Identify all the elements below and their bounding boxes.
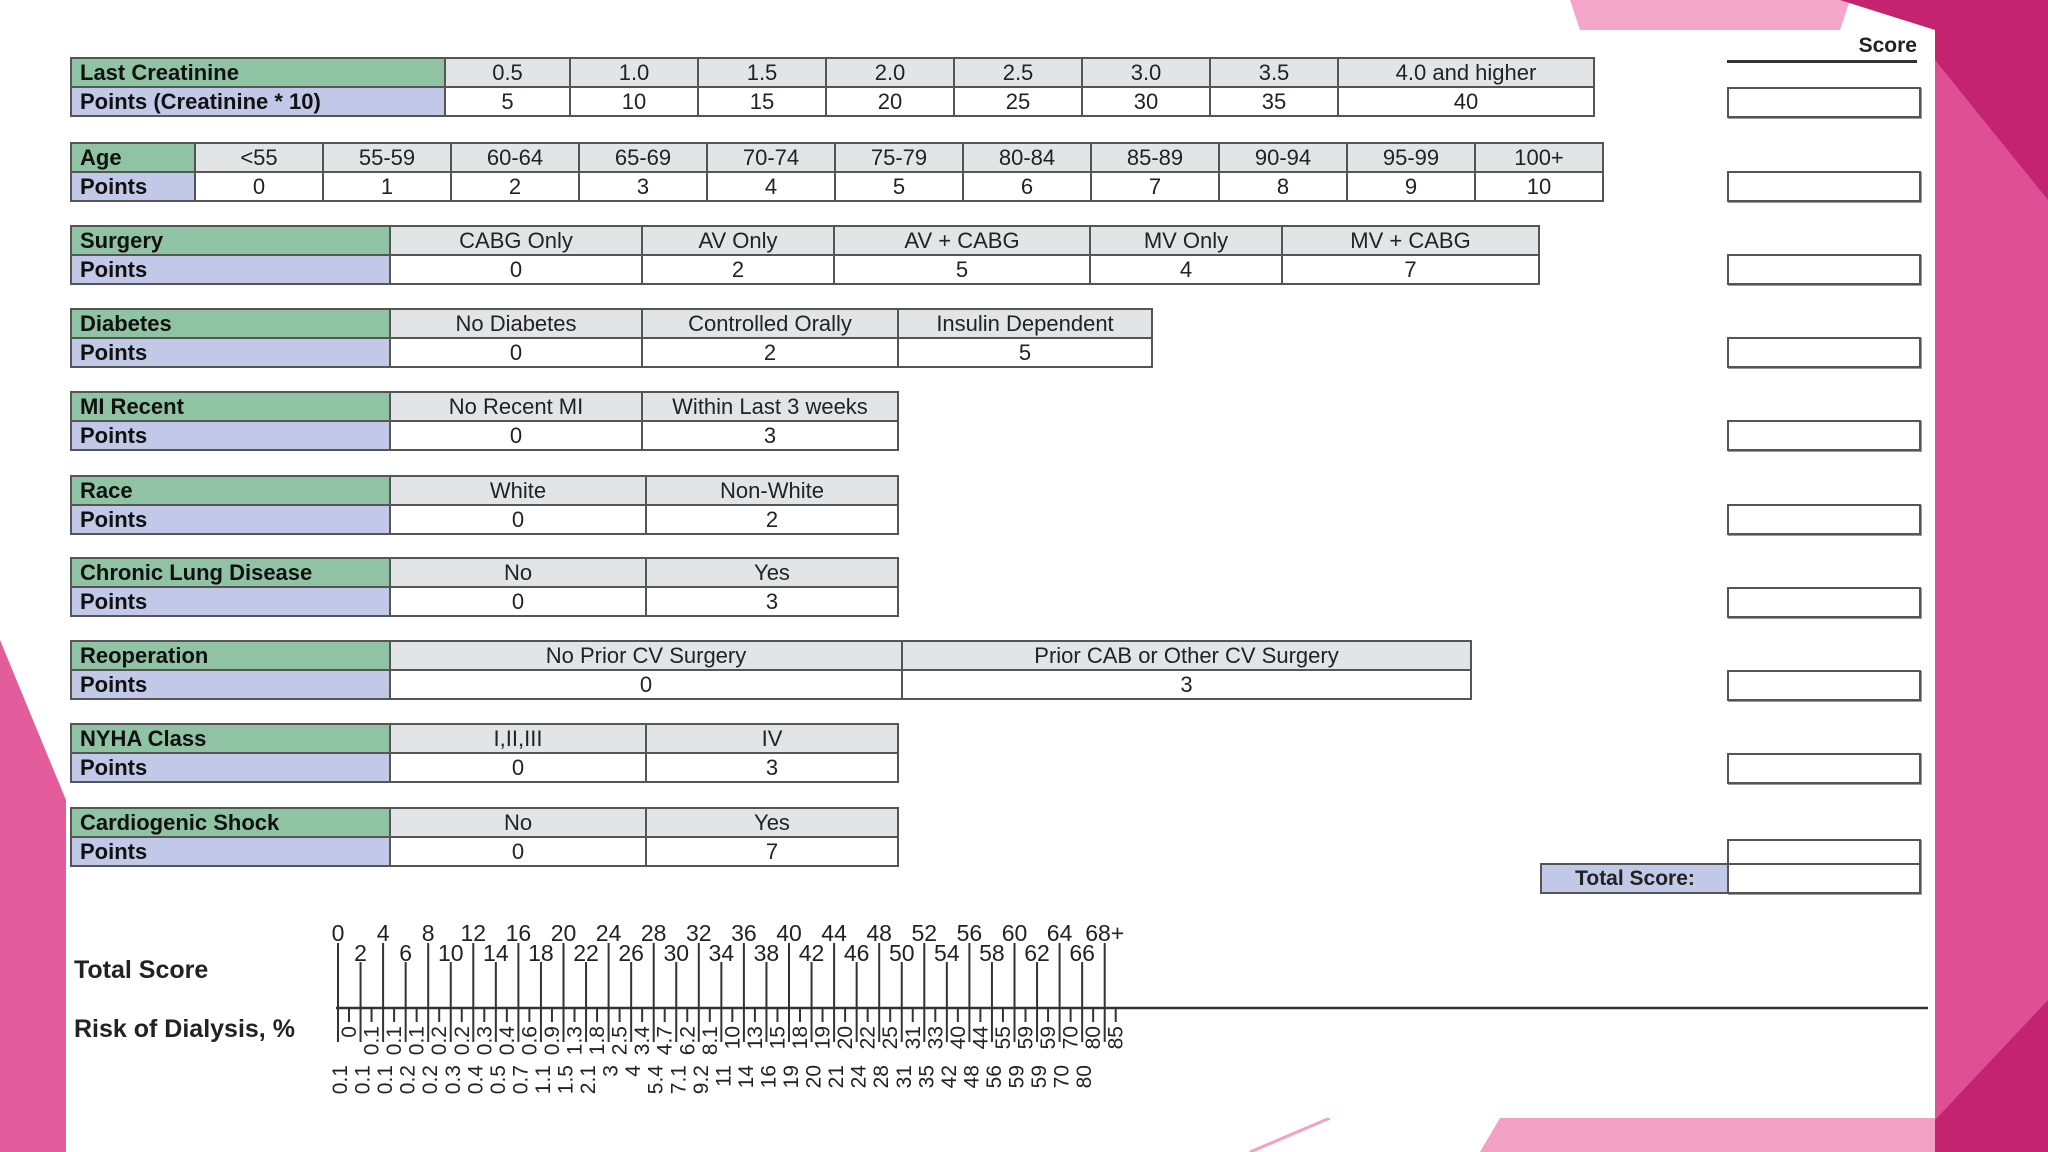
pink-accent-right [1935, 60, 2048, 1120]
mi-recent-option: No Recent MI [390, 392, 642, 421]
risk-upper-label: 0.6 [518, 1026, 542, 1056]
score-tick-label: 56 [956, 925, 983, 946]
risk-upper-label: 25 [879, 1026, 903, 1050]
risk-lower-label: 0.1 [329, 1065, 352, 1095]
surgery-option: AV + CABG [834, 226, 1090, 255]
age-points-value: 10 [1475, 172, 1603, 201]
nyha-class-option: I,II,III [390, 724, 646, 753]
surgery-points-label: Points [71, 255, 390, 284]
nyha-class-label: NYHA Class [71, 724, 390, 753]
risk-lower-label: 4 [622, 1065, 646, 1077]
cardiogenic-shock-label: Cardiogenic Shock [71, 808, 390, 837]
pink-accent-top-left [1570, 0, 1850, 30]
risk-lower-label: 35 [915, 1065, 939, 1089]
risk-upper-label: 19 [811, 1026, 835, 1050]
risk-lower-label: 59 [1028, 1065, 1052, 1089]
risk-lower-label: 0.1 [351, 1065, 375, 1095]
chronic-lung-disease-points-value: 3 [646, 587, 898, 616]
race-option: White [390, 476, 646, 505]
age-option: 90-94 [1219, 143, 1347, 172]
risk-upper-label: 59 [1037, 1026, 1061, 1050]
score-tick-label: 32 [686, 925, 712, 946]
score-tick-label: 24 [595, 925, 622, 946]
age-points-value: 4 [707, 172, 835, 201]
age-option: 80-84 [963, 143, 1091, 172]
risk-lower-label: 7.1 [667, 1065, 691, 1095]
risk-upper-label: 0 [338, 1026, 361, 1038]
risk-upper-label: 44 [969, 1026, 993, 1050]
score-input-age[interactable] [1727, 171, 1921, 202]
risk-upper-label: 85 [1104, 1026, 1128, 1050]
score-input-diabetes[interactable] [1727, 337, 1921, 368]
risk-lower-label: 1.5 [554, 1065, 578, 1095]
last-creatinine-points-value: 20 [826, 87, 954, 116]
risk-lower-label: 19 [780, 1065, 803, 1089]
race-option: Non-White [646, 476, 898, 505]
cardiogenic-shock-option: Yes [646, 808, 898, 837]
total-score-axis-label: Total Score [74, 956, 209, 984]
risk-lower-label: 80 [1073, 1065, 1097, 1089]
score-input-creatinine[interactable] [1727, 87, 1921, 118]
risk-upper-label: 0.2 [450, 1026, 474, 1056]
age-label: Age [71, 143, 195, 172]
mi-recent-points-value: 3 [642, 421, 898, 450]
age-points-value: 1 [323, 172, 451, 201]
score-tick-label: 60 [1001, 925, 1028, 946]
pink-accent-left [0, 640, 66, 1152]
nyha-class-table [70, 723, 899, 783]
risk-lower-label: 5.4 [644, 1065, 668, 1095]
reoperation-option: Prior CAB or Other CV Surgery [902, 641, 1471, 670]
diabetes-points-value: 2 [642, 338, 898, 367]
score-tick-label: 50 [888, 940, 915, 966]
age-option: <55 [195, 143, 323, 172]
score-tick-label: 52 [911, 925, 938, 946]
diabetes-option: No Diabetes [390, 309, 642, 338]
score-input-race[interactable] [1727, 504, 1921, 535]
score-tick-label: 28 [640, 925, 667, 946]
risk-upper-label: 6.2 [676, 1026, 700, 1056]
light-pink-diagonal [1250, 1118, 1330, 1152]
score-tick-label: 40 [776, 925, 802, 946]
age-option: 95-99 [1347, 143, 1475, 172]
last-creatinine-points-value: 15 [698, 87, 826, 116]
chronic-lung-disease-points-label: Points [71, 587, 390, 616]
mi-recent-option: Within Last 3 weeks [642, 392, 898, 421]
risk-lower-label: 31 [892, 1065, 916, 1089]
total-score-box[interactable] [1727, 863, 1921, 894]
diabetes-option: Insulin Dependent [898, 309, 1152, 338]
risk-upper-label: 4.7 [653, 1026, 677, 1056]
score-tick-label: 4 [376, 925, 390, 946]
surgery-table [70, 225, 1540, 285]
risk-upper-label: 0.2 [428, 1026, 452, 1056]
chronic-lung-disease-label: Chronic Lung Disease [71, 558, 390, 587]
risk-upper-label: 2.5 [608, 1026, 632, 1056]
last-creatinine-option: 2.0 [826, 58, 954, 87]
risk-lower-label: 48 [960, 1065, 984, 1089]
score-tick-label: 0 [331, 925, 345, 946]
risk-upper-label: 13 [743, 1026, 767, 1050]
last-creatinine-option: 1.0 [570, 58, 698, 87]
risk-upper-label: 40 [946, 1026, 970, 1050]
age-points-label: Points [71, 172, 195, 201]
risk-upper-label: 33 [924, 1026, 948, 1050]
age-points-value: 6 [963, 172, 1091, 201]
risk-lower-label: 20 [802, 1065, 826, 1089]
risk-upper-label: 0.1 [383, 1026, 407, 1056]
risk-lower-label: 21 [825, 1065, 849, 1089]
risk-lower-label: 28 [870, 1065, 894, 1089]
age-option: 55-59 [323, 143, 451, 172]
risk-axis-label: Risk of Dialysis, % [74, 1015, 295, 1043]
score-tick-label: 8 [421, 925, 435, 946]
mi-recent-table [70, 391, 899, 451]
risk-lower-label: 16 [757, 1065, 781, 1089]
cardiogenic-shock-table [70, 807, 899, 867]
score-tick-label: 16 [505, 925, 532, 946]
mi-recent-points-value: 0 [390, 421, 642, 450]
chronic-lung-disease-option: No [390, 558, 646, 587]
risk-lower-label: 0.2 [396, 1065, 420, 1095]
age-option: 100+ [1475, 143, 1603, 172]
reoperation-points-value: 3 [902, 670, 1471, 699]
score-tick-label: 42 [798, 940, 825, 966]
score-tick-label: 48 [866, 925, 892, 946]
score-tick-label: 44 [821, 925, 847, 946]
last-creatinine-points-value: 25 [954, 87, 1082, 116]
last-creatinine-points-value: 30 [1082, 87, 1210, 116]
score-input-mi-recent[interactable] [1727, 420, 1921, 451]
race-table [70, 475, 899, 535]
risk-upper-label: 15 [766, 1026, 790, 1050]
last-creatinine-points-value: 5 [445, 87, 570, 116]
score-tick-label: 36 [731, 925, 757, 946]
score-tick-label: 6 [399, 940, 413, 966]
cardiogenic-shock-points-value: 7 [646, 837, 898, 866]
risk-upper-label: 80 [1082, 1026, 1106, 1050]
last-creatinine-option: 3.0 [1082, 58, 1210, 87]
diabetes-points-value: 0 [390, 338, 642, 367]
score-tick-label: 12 [460, 925, 487, 946]
surgery-option: CABG Only [390, 226, 642, 255]
score-tick-label: 26 [618, 940, 644, 966]
score-tick-label: 22 [573, 940, 599, 966]
risk-lower-label: 24 [847, 1065, 871, 1089]
age-points-value: 5 [835, 172, 963, 201]
risk-upper-label: 55 [991, 1026, 1015, 1050]
age-option: 70-74 [707, 143, 835, 172]
age-option: 60-64 [451, 143, 579, 172]
last-creatinine-points-value: 10 [570, 87, 698, 116]
risk-lower-label: 14 [734, 1065, 758, 1089]
score-input-surgery[interactable] [1727, 254, 1921, 285]
surgery-option: MV + CABG [1282, 226, 1539, 255]
risk-lower-label: 70 [1050, 1065, 1074, 1089]
race-label: Race [71, 476, 390, 505]
risk-upper-label: 10 [721, 1026, 745, 1050]
score-input-cardiogenic-shock[interactable] [1727, 839, 1921, 865]
risk-lower-label: 0.4 [464, 1065, 488, 1095]
score-input-chronic-lung-disease[interactable] [1727, 587, 1921, 618]
age-option: 85-89 [1091, 143, 1219, 172]
surgery-points-value: 7 [1282, 255, 1539, 284]
risk-lower-label: 1.1 [531, 1065, 555, 1095]
risk-lower-label: 0.2 [419, 1065, 443, 1095]
score-tick-label: 58 [979, 940, 1005, 966]
age-points-value: 3 [579, 172, 707, 201]
surgery-points-value: 4 [1090, 255, 1282, 284]
race-points-value: 0 [390, 505, 646, 534]
score-tick-label: 66 [1069, 940, 1095, 966]
risk-lower-label: 3 [599, 1065, 623, 1077]
creatinine-table [70, 57, 1595, 117]
nyha-class-points-value: 0 [390, 753, 646, 782]
risk-upper-label: 0.4 [495, 1026, 519, 1056]
reoperation-table [70, 640, 1472, 700]
surgery-option: AV Only [642, 226, 834, 255]
score-tick-label: 64 [1046, 925, 1073, 946]
chronic-lung-disease-points-value: 0 [390, 587, 646, 616]
diabetes-points-label: Points [71, 338, 390, 367]
dialysis-risk-nomogram [66, 925, 1934, 1115]
last-creatinine-option: 1.5 [698, 58, 826, 87]
surgery-points-value: 2 [642, 255, 834, 284]
last-creatinine-option: 2.5 [954, 58, 1082, 87]
risk-upper-label: 31 [901, 1026, 925, 1050]
age-points-value: 8 [1219, 172, 1347, 201]
last-creatinine-points-value: 35 [1210, 87, 1338, 116]
diabetes-label: Diabetes [71, 309, 390, 338]
risk-upper-label: 0.1 [405, 1026, 429, 1056]
risk-upper-label: 8.1 [698, 1026, 722, 1056]
nyha-class-points-value: 3 [646, 753, 898, 782]
diabetes-points-value: 5 [898, 338, 1152, 367]
reoperation-points-value: 0 [390, 670, 902, 699]
risk-upper-label: 1.3 [563, 1026, 587, 1056]
cardiogenic-shock-points-label: Points [71, 837, 390, 866]
risk-upper-label: 0.1 [360, 1026, 384, 1056]
nyha-class-points-label: Points [71, 753, 390, 782]
nyha-class-option: IV [646, 724, 898, 753]
risk-upper-label: 0.3 [473, 1026, 497, 1056]
score-tick-label: 20 [550, 925, 577, 946]
last-creatinine-option: 3.5 [1210, 58, 1338, 87]
risk-lower-label: 9.2 [689, 1065, 713, 1095]
age-option: 75-79 [835, 143, 963, 172]
age-option: 65-69 [579, 143, 707, 172]
risk-upper-label: 18 [789, 1026, 812, 1050]
risk-lower-label: 11 [712, 1065, 736, 1087]
risk-lower-label: 56 [982, 1065, 1006, 1089]
reoperation-points-label: Points [71, 670, 390, 699]
score-tick-label: 30 [663, 940, 690, 966]
risk-lower-label: 0.7 [509, 1065, 533, 1095]
last-creatinine-points-value: 40 [1338, 87, 1594, 116]
last-creatinine-option: 0.5 [445, 58, 570, 87]
mi-recent-points-label: Points [71, 421, 390, 450]
age-points-value: 9 [1347, 172, 1475, 201]
surgery-points-value: 0 [390, 255, 642, 284]
surgery-option: MV Only [1090, 226, 1282, 255]
risk-upper-label: 22 [856, 1026, 880, 1050]
last-creatinine-points-label: Points (Creatinine * 10) [71, 87, 445, 116]
diabetes-table [70, 308, 1153, 368]
risk-lower-label: 42 [937, 1065, 961, 1089]
risk-lower-label: 0.5 [486, 1065, 510, 1095]
age-table [70, 142, 1604, 202]
last-creatinine-label: Last Creatinine [71, 58, 445, 87]
cardiogenic-shock-option: No [390, 808, 646, 837]
score-input-nyha-class[interactable] [1727, 753, 1921, 784]
score-tick-label: 14 [483, 940, 509, 966]
reoperation-option: No Prior CV Surgery [390, 641, 902, 670]
risk-upper-label: 3.4 [631, 1026, 655, 1056]
score-tick-label: 62 [1024, 940, 1050, 966]
age-points-value: 0 [195, 172, 323, 201]
risk-upper-label: 20 [834, 1026, 858, 1050]
light-pink-accent-bottom [1480, 1118, 1935, 1152]
last-creatinine-option: 4.0 and higher [1338, 58, 1594, 87]
race-points-label: Points [71, 505, 390, 534]
chronic-lung-disease-option: Yes [646, 558, 898, 587]
risk-lower-label: 0.1 [374, 1065, 398, 1095]
score-tick-label: 54 [934, 940, 960, 966]
score-tick-label: 18 [528, 940, 554, 966]
surgery-label: Surgery [71, 226, 390, 255]
score-tick-label: 38 [753, 940, 780, 966]
mi-recent-label: MI Recent [71, 392, 390, 421]
total-score-label: Total Score: [1540, 863, 1730, 894]
score-tick-label: 34 [708, 940, 735, 966]
score-input-reoperation[interactable] [1727, 670, 1921, 701]
risk-lower-label: 0.3 [441, 1065, 465, 1095]
score-tick-label: 46 [843, 940, 870, 966]
risk-lower-label: 2.1 [577, 1065, 601, 1095]
risk-upper-label: 0.9 [540, 1026, 564, 1056]
age-points-value: 2 [451, 172, 579, 201]
cardiogenic-shock-points-value: 0 [390, 837, 646, 866]
risk-upper-label: 59 [1014, 1026, 1038, 1050]
reoperation-label: Reoperation [71, 641, 390, 670]
chronic-lung-disease-table [70, 557, 899, 617]
risk-upper-label: 1.8 [586, 1026, 610, 1056]
surgery-points-value: 5 [834, 255, 1090, 284]
race-points-value: 2 [646, 505, 898, 534]
score-tick-label: 68+ [1085, 925, 1125, 946]
diabetes-option: Controlled Orally [642, 309, 898, 338]
risk-lower-label: 59 [1005, 1065, 1029, 1089]
age-points-value: 7 [1091, 172, 1219, 201]
score-tick-label: 2 [354, 940, 367, 966]
score-tick-label: 10 [437, 940, 464, 966]
risk-upper-label: 70 [1059, 1026, 1083, 1050]
score-column-header: Score [1727, 34, 1917, 63]
